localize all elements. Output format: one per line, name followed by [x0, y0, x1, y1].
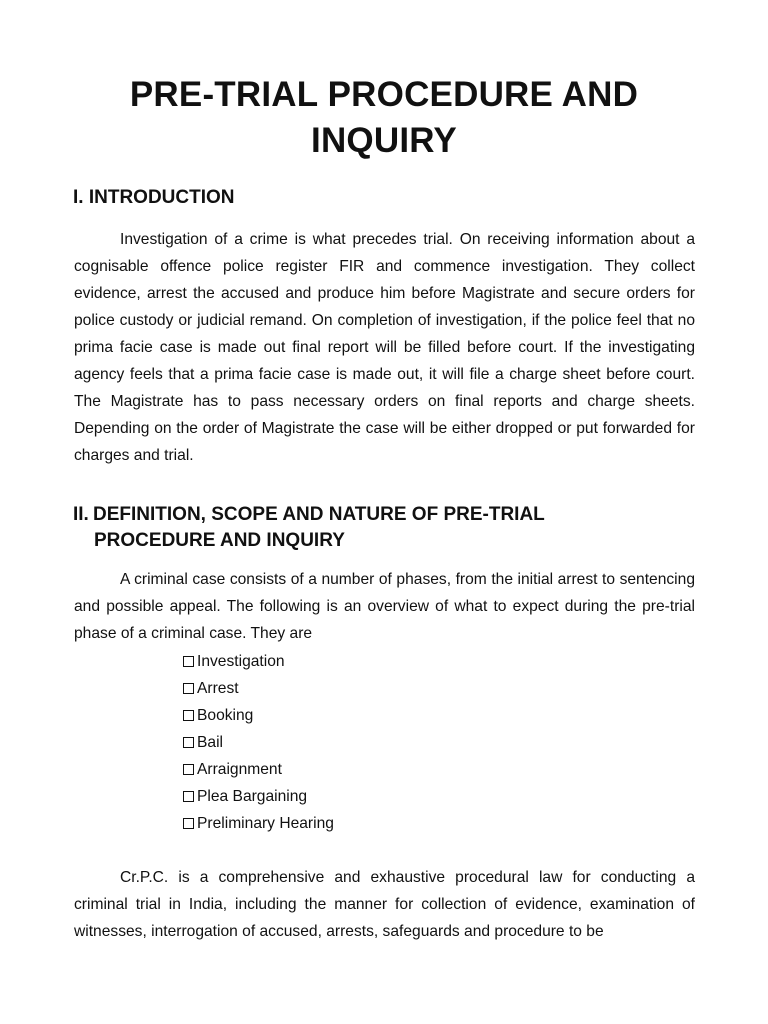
checkbox-square-icon: [183, 737, 194, 748]
list-item-label: Preliminary Hearing: [197, 815, 334, 832]
list-item: [183, 729, 334, 756]
list-item-label: Plea Bargaining: [197, 788, 308, 805]
paragraph-phases: A criminal case consists of a number of phases, from the initial arrest to sentencing and possible appeal. The following is an overview of what to expect during the pre-trial phase of a criminal case. They are: [74, 571, 695, 642]
list-item-label: Bail: [197, 734, 224, 751]
list-item: [183, 756, 334, 783]
list-item-label: Investigation: [197, 653, 285, 670]
list-item-label: Arrest: [197, 680, 239, 697]
paragraph-introduction: Investigation of a crime is what precedes trial. On receiving information about a cognisable offence police register FIR and commence investigation. They collect evidence, arrest the accused and produce him before Magistrate and secure orders for police custody or judicial remand. On completion of investigation, if the police feel that no prima facie case is made out final report will be filled before court. If the investigating agency feels that a prima facie case is made out, it will file a charge sheet before court. The Magistrate has to pass necessary orders on final reports and charge sheets. Depending on the order of Magistrate the case will be either dropped or put forwarded for charges and trial.: [74, 231, 695, 464]
list-item-label: Booking: [197, 707, 254, 724]
list-item: [183, 810, 334, 837]
section-heading-definition: [73, 502, 693, 554]
section-heading-introduction: I. INTRODUCTION: [73, 187, 235, 208]
list-item-label: Arraignment: [197, 761, 282, 778]
checkbox-square-icon: [183, 791, 194, 802]
section-heading-line-1: DEFINITION, SCOPE AND NATURE OF PRE-TRIAL: [93, 504, 545, 525]
document-title: PRE-TRIAL PROCEDURE AND INQUIRY: [129, 75, 639, 160]
section-heading-number: II.: [73, 504, 89, 525]
checkbox-square-icon: [183, 710, 194, 721]
checkbox-square-icon: [183, 764, 194, 775]
section-heading-line-2: PROCEDURE AND INQUIRY: [94, 530, 345, 551]
list-item: [183, 648, 334, 675]
checkbox-square-icon: [183, 656, 194, 667]
list-item: [183, 675, 334, 702]
pretrial-phase-list: [183, 648, 334, 837]
list-item: [183, 702, 334, 729]
checkbox-square-icon: [183, 683, 194, 694]
checkbox-square-icon: [183, 818, 194, 829]
list-item: [183, 783, 334, 810]
paragraph-crpc: Cr.P.C. is a comprehensive and exhaustive procedural law for conducting a criminal trial in India, including the manner for collection of evidence, examination of witnesses, interrogation of accused, arrests, safeguards and procedure to be: [74, 869, 695, 940]
